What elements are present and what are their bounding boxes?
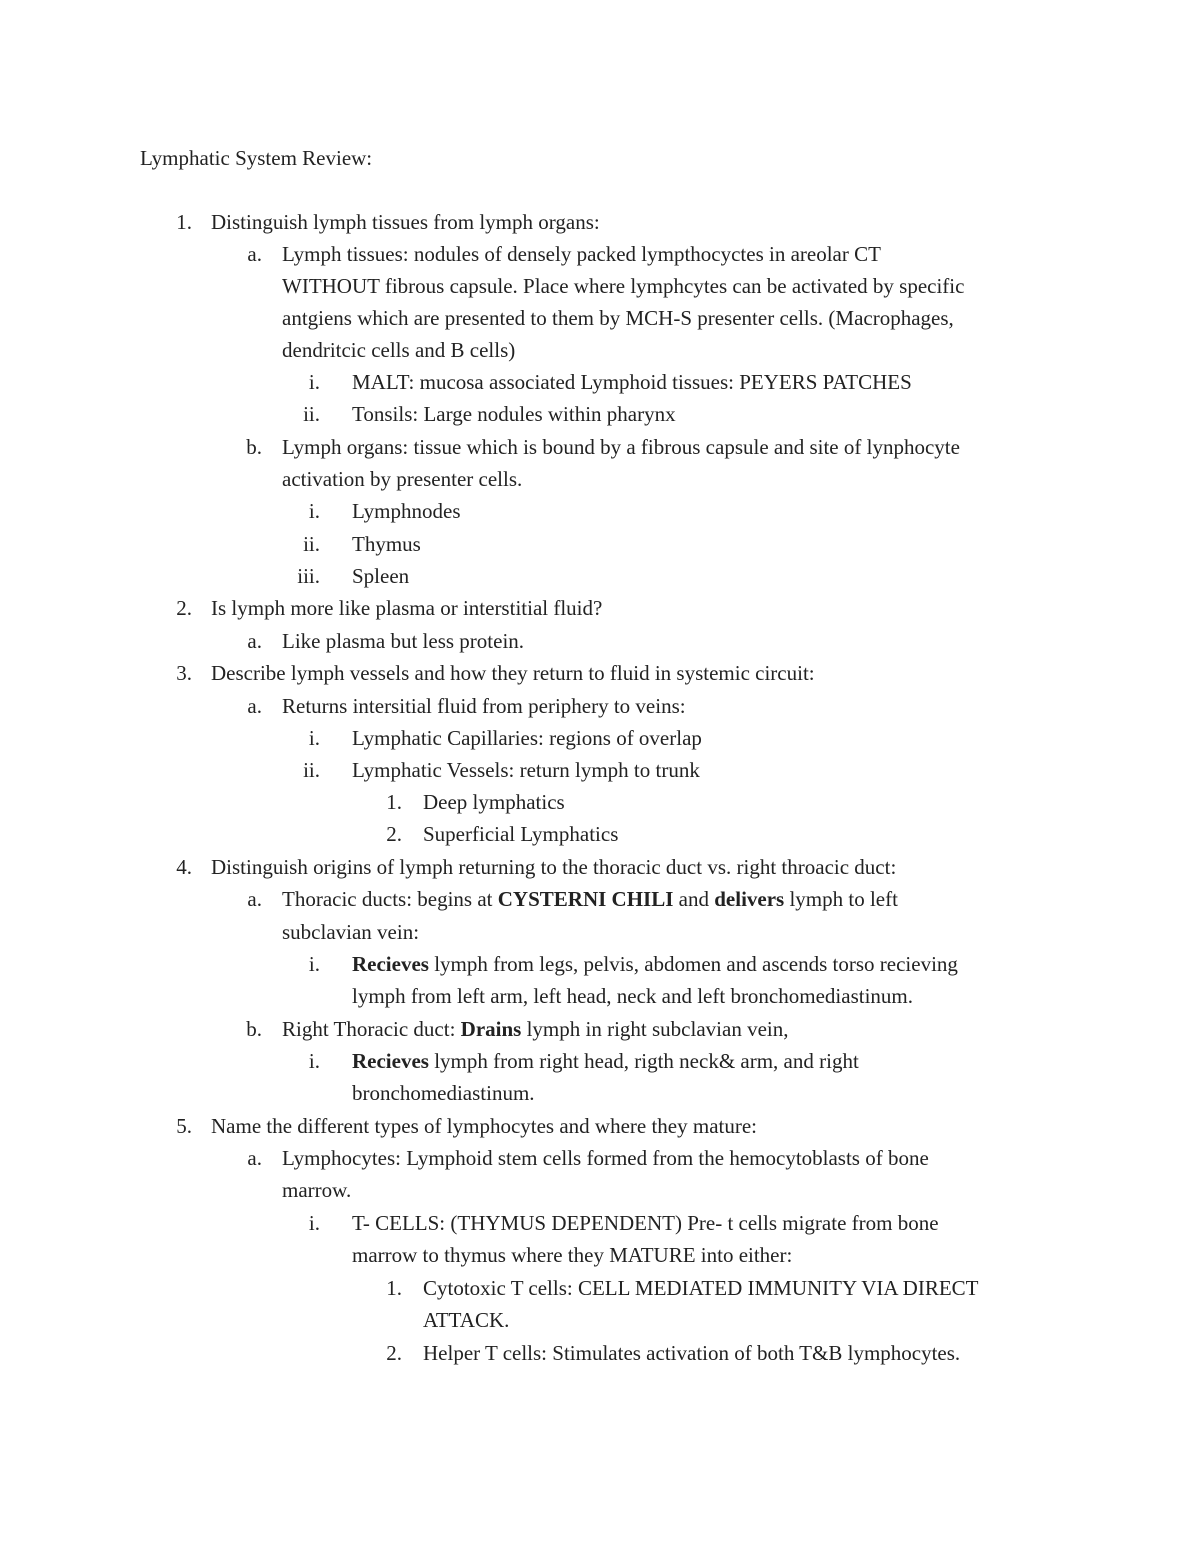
list-marker: a.: [247, 694, 262, 718]
item-text: Lymphatic Vessels: return lymph to trunk: [352, 758, 700, 782]
item-text: Like plasma but less protein.: [282, 629, 525, 653]
text-run: lymph to left: [784, 887, 898, 911]
list-marker: 2.: [386, 822, 402, 846]
item-text: MALT: mucosa associated Lymphoid tissues: PEYERS PATCHES: [352, 370, 912, 394]
item-text: Lymphatic Capillaries: regions of overlap: [352, 726, 702, 750]
list-marker: ii.: [303, 758, 320, 782]
list-marker: 2.: [386, 1341, 402, 1365]
list-marker: i.: [308, 952, 320, 976]
list-item-continued: [0, 1174, 1200, 1206]
item-text: Deep lymphatics: [423, 790, 565, 814]
item-text: bronchomediastinum.: [352, 1081, 535, 1105]
item-text: Cytotoxic T cells: CELL MEDIATED IMMUNITY VIA DIRECT: [423, 1276, 979, 1300]
item-text: Lymph tissues: nodules of densely packed lympthocyctes in areolar CT: [282, 242, 881, 266]
item-text: Lymphnodes: [352, 499, 461, 523]
list-item-continued: [0, 916, 1200, 948]
title-line: [0, 142, 1200, 174]
text-run: lymph in right subclavian vein,: [521, 1017, 789, 1041]
list-item: [0, 883, 1200, 915]
item-text: WITHOUT fibrous capsule. Place where lymphcytes can be activated by specific: [282, 274, 965, 298]
list-item: [0, 754, 1200, 786]
list-item-continued: [0, 1239, 1200, 1271]
item-text: marrow.: [282, 1178, 352, 1202]
list-item: [0, 495, 1200, 527]
text-run: lymph from legs, pelvis, abdomen and ascends torso recieving: [428, 952, 958, 976]
list-item: [0, 238, 1200, 270]
list-marker: i.: [308, 370, 320, 394]
item-text: Lymph organs: tissue which is bound by a fibrous capsule and site of lynphocyte: [282, 435, 960, 459]
list-item: [0, 786, 1200, 818]
list-item: [0, 1142, 1200, 1174]
bold-term: Drains: [460, 1017, 522, 1041]
item-text: Superficial Lymphatics: [423, 822, 619, 846]
list-item: [0, 1272, 1200, 1304]
item-text: Returns intersitial fluid from periphery to veins:: [282, 694, 686, 718]
question-text: Is lymph more like plasma or interstitial fluid?: [211, 596, 603, 620]
bold-term: delivers: [714, 887, 785, 911]
list-marker: iii.: [297, 564, 320, 588]
list-item: [0, 1045, 1200, 1077]
list-item: [0, 690, 1200, 722]
list-item: [0, 948, 1200, 980]
item-text: Lymphocytes: Lymphoid stem cells formed from the hemocytoblasts of bone: [282, 1146, 929, 1170]
list-marker: i.: [308, 1211, 320, 1235]
list-number: 1.: [176, 210, 192, 234]
list-item-continued: [0, 270, 1200, 302]
list-item: [0, 398, 1200, 430]
list-item: [0, 528, 1200, 560]
list-item-continued: [0, 980, 1200, 1012]
list-item-continued: [0, 302, 1200, 334]
list-marker: ii.: [303, 402, 320, 426]
list-item: [0, 366, 1200, 398]
list-item: [0, 1337, 1200, 1369]
list-item: [0, 1207, 1200, 1239]
bold-term: Recieves: [352, 952, 429, 976]
bold-term: CYSTERNI CHILI: [497, 887, 674, 911]
item-text: lymph from left arm, left head, neck and left bronchomediastinum.: [352, 984, 913, 1008]
question-text: Distinguish origins of lymph returning to the thoracic duct vs. right throacic duct:: [211, 855, 897, 879]
list-marker: ii.: [303, 532, 320, 556]
list-item: [0, 818, 1200, 850]
bold-term: Recieves: [352, 1049, 429, 1073]
list-number: 4.: [176, 855, 192, 879]
list-item: [0, 431, 1200, 463]
list-number: 5.: [176, 1114, 192, 1138]
question-3: [0, 657, 1200, 689]
item-text: [282, 883, 898, 915]
text-run: lymph from right head, rigth neck& arm, and right: [428, 1049, 859, 1073]
text-run: Thoracic ducts: begins at: [282, 887, 498, 911]
list-marker: a.: [247, 887, 262, 911]
list-marker: a.: [247, 1146, 262, 1170]
question-1: [0, 206, 1200, 238]
question-text: Describe lymph vessels and how they return to fluid in systemic circuit:: [211, 661, 815, 685]
item-text: Spleen: [352, 564, 410, 588]
item-text: activation by presenter cells.: [282, 467, 523, 491]
list-number: 3.: [176, 661, 192, 685]
item-text: [282, 1013, 788, 1045]
list-item-continued: [0, 1077, 1200, 1109]
question-4: [0, 851, 1200, 883]
document-title: Lymphatic System Review:: [140, 146, 373, 170]
list-item-continued: [0, 463, 1200, 495]
question-5: [0, 1110, 1200, 1142]
list-item-continued: [0, 334, 1200, 366]
item-text: Tonsils: Large nodules within pharynx: [352, 402, 676, 426]
list-marker: i.: [308, 499, 320, 523]
item-text: dendritcic cells and B cells): [282, 338, 516, 362]
item-text: Helper T cells: Stimulates activation of both T&B lymphocytes.: [423, 1341, 961, 1365]
text-run: Right Thoracic duct:: [282, 1017, 461, 1041]
question-text: Distinguish lymph tissues from lymph organs:: [211, 210, 600, 234]
list-item: [0, 1013, 1200, 1045]
item-text: antgiens which are presented to them by MCH-S presenter cells. (Macrophages,: [282, 306, 954, 330]
list-marker: 1.: [386, 1276, 402, 1300]
list-marker: 1.: [386, 790, 402, 814]
item-text: T- CELLS: (THYMUS DEPENDENT) Pre- t cells migrate from bone: [352, 1211, 939, 1235]
item-text: marrow to thymus where they MATURE into either:: [352, 1243, 793, 1267]
list-marker: a.: [247, 629, 262, 653]
item-text: subclavian vein:: [282, 920, 420, 944]
question-2: [0, 592, 1200, 624]
list-item: [0, 722, 1200, 754]
list-number: 2.: [176, 596, 192, 620]
item-text: [352, 1045, 859, 1077]
list-item: [0, 625, 1200, 657]
item-text: ATTACK.: [423, 1308, 510, 1332]
item-text: Thymus: [352, 532, 421, 556]
item-text: [352, 948, 958, 980]
list-marker: i.: [308, 726, 320, 750]
question-text: Name the different types of lymphocytes and where they mature:: [211, 1114, 758, 1138]
list-marker: i.: [308, 1049, 320, 1073]
list-item-continued: [0, 1304, 1200, 1336]
text-run: and: [673, 887, 715, 911]
list-marker: b.: [246, 1017, 262, 1041]
list-marker: b.: [246, 435, 262, 459]
list-item: [0, 560, 1200, 592]
list-marker: a.: [247, 242, 262, 266]
